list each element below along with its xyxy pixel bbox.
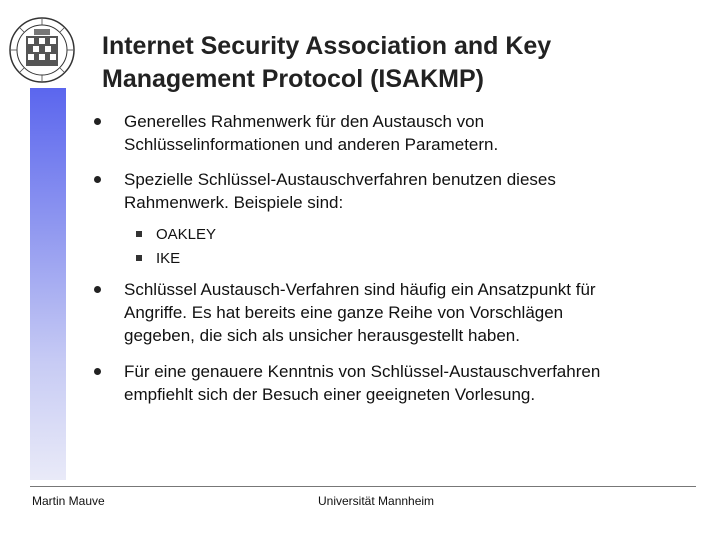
bullet-text-line: Für eine genauere Kenntnis von Schlüssel-Austauschverfahren xyxy=(124,362,601,381)
decorative-side-bar xyxy=(30,88,66,480)
bullet-dot-icon xyxy=(94,118,101,125)
sub-bullet-text: OAKLEY xyxy=(156,226,217,243)
title-line-2: Management Protocol (ISAKMP) xyxy=(102,65,484,93)
title-line-1: Internet Security Association and Key xyxy=(102,32,552,60)
square-bullet-icon xyxy=(136,231,142,237)
bullet-text-line: Generelles Rahmenwerk für den Austausch von xyxy=(124,112,485,131)
square-bullet-icon xyxy=(136,255,142,261)
footer-divider xyxy=(30,486,696,487)
bullet-text-line: gegeben, die sich als unsicher herausgestellt haben. xyxy=(124,326,520,345)
bullet-text-line: empfiehlt sich der Besuch einer geeigneten Vorlesung. xyxy=(124,385,536,404)
bullet-dot-icon xyxy=(94,176,101,183)
footer-author: Martin Mauve xyxy=(32,494,105,508)
bullet-text-line: Angriffe. Es hat bereits eine ganze Reihe von Vorschlägen xyxy=(124,303,564,322)
bullet-dot-icon xyxy=(94,368,101,375)
bullet-dot-icon xyxy=(94,286,101,293)
footer-university: Universität Mannheim xyxy=(318,494,435,508)
bullet-text-line: Spezielle Schlüssel-Austauschverfahren benutzen dieses xyxy=(124,170,556,189)
slide-title xyxy=(102,30,702,96)
bullet-text-line: Schlüsselinformationen und anderen Parametern. xyxy=(124,135,499,154)
university-seal-logo xyxy=(8,16,76,84)
bullet-text-line: Schlüssel Austausch-Verfahren sind häufig ein Ansatzpunkt für xyxy=(124,280,596,299)
bullet-text-line: Rahmenwerk. Beispiele sind: xyxy=(124,193,344,212)
sub-bullet-text: IKE xyxy=(156,250,181,267)
